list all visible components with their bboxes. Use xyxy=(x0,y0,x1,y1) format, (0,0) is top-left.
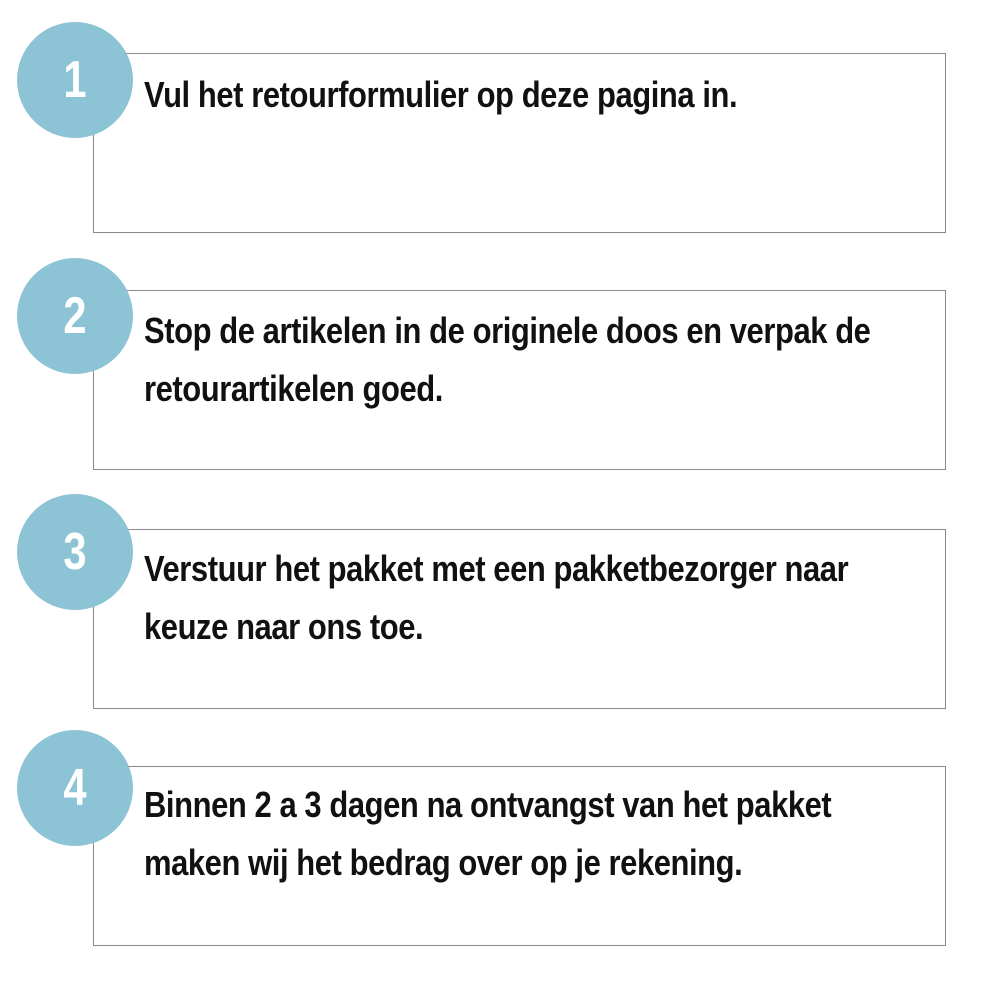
step-3-number-badge xyxy=(17,494,133,610)
step-2-number: 2 xyxy=(63,287,87,345)
step-4-number: 4 xyxy=(63,759,87,817)
step-3-number: 3 xyxy=(63,523,87,581)
step-4-text: Binnen 2 a 3 dagen na ontvangst van het pakket maken wij het bedrag over op je rekening. xyxy=(144,784,832,883)
step-1-number: 1 xyxy=(63,51,87,109)
step-4-number-badge xyxy=(17,730,133,846)
step-1-text: Vul het retourformulier op deze pagina in. xyxy=(144,74,738,115)
step-3-text: Verstuur het pakket met een pakketbezorger naar keuze naar ons toe. xyxy=(144,548,849,647)
step-2-number-badge xyxy=(17,258,133,374)
step-2-text: Stop de artikelen in de originele doos en verpak de retourartikelen goed. xyxy=(144,310,871,409)
step-1-number-badge xyxy=(17,22,133,138)
